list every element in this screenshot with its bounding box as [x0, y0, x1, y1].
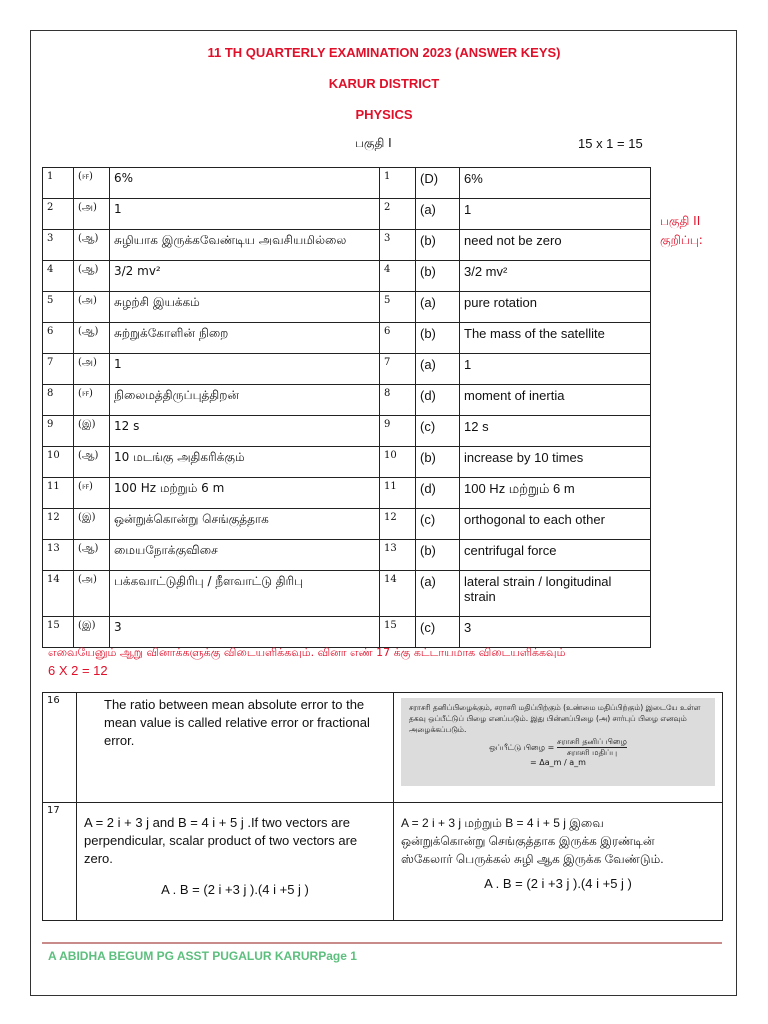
answer-number-en: 4: [380, 261, 416, 292]
exam-title: 11 TH QUARTERLY EXAMINATION 2023 (ANSWER KEYS): [207, 45, 561, 60]
answer-row: [43, 292, 651, 323]
tamil-answer: 100 Hz மற்றும் 6 m: [110, 478, 380, 509]
english-answer: 1: [460, 199, 651, 230]
answer-number-en: 5: [380, 292, 416, 323]
q17-tamil-dot-product: A . B = (2 i +3 j ).(4 i +5 j ): [484, 876, 632, 891]
q17-tamil-cell: [394, 803, 723, 921]
q16-formula-denominator: சராசரி மதிப்பு: [566, 748, 618, 757]
english-answer: 3/2 mv²: [460, 261, 651, 292]
answer-number-en: 9: [380, 416, 416, 447]
english-option: (a): [416, 571, 460, 617]
tamil-answer: மையநோக்குவிசை: [110, 540, 380, 571]
english-option: (c): [416, 617, 460, 648]
tamil-option: (ஆ): [74, 261, 110, 292]
answer-number: 3: [43, 230, 74, 261]
tamil-option: (ஆ): [74, 323, 110, 354]
english-answer: 100 Hz மற்றும் 6 m: [460, 478, 651, 509]
q17-english-dot-product: A . B = (2 i +3 j ).(4 i +5 j ): [161, 882, 309, 897]
q17-tamil-line2: ஒன்றுக்கொன்று செங்குத்தாக இருக்க இரண்டின்: [401, 834, 655, 848]
q17-row: [43, 803, 723, 921]
english-answer: increase by 10 times: [460, 447, 651, 478]
side-note-note: குறிப்பு:: [660, 233, 703, 247]
answer-number-en: 13: [380, 540, 416, 571]
tamil-option: (ஆ): [74, 540, 110, 571]
q17-tamil-line3: ஸ்கேலார் பெருக்கல் சுழி ஆக இருக்க வேண்டும்.: [401, 852, 664, 866]
english-option: (D): [416, 168, 460, 199]
answer-number-en: 14: [380, 571, 416, 617]
answer-row: [43, 385, 651, 416]
tamil-answer: 6%: [110, 168, 380, 199]
answer-row: [43, 571, 651, 617]
answer-row: [43, 168, 651, 199]
answer-number-en: 7: [380, 354, 416, 385]
answer-number: 10: [43, 447, 74, 478]
answer-number: 11: [43, 478, 74, 509]
tamil-option: (அ): [74, 199, 110, 230]
answer-number: 12: [43, 509, 74, 540]
subject-title: PHYSICS: [355, 107, 413, 122]
tamil-answer: 1: [110, 354, 380, 385]
tamil-answer: 10 மடங்கு அதிகரிக்கும்: [110, 447, 380, 478]
english-answer: pure rotation: [460, 292, 651, 323]
q16-formula-label: ஒப்பீட்டு பிழை =: [489, 743, 555, 752]
part2-instruction: எவையேனும் ஆறு வினாக்களுக்கு விடையளிக்கவும். வினா எண் 17 க்கு கட்டாயமாக விடையளிக்கவும்: [48, 646, 566, 659]
answer-number: 8: [43, 385, 74, 416]
tamil-option: (ஈ): [74, 478, 110, 509]
answer-number-en: 12: [380, 509, 416, 540]
q16-english-answer: The ratio between mean absolute error to the mean value is called relative error or fractional error.: [104, 697, 370, 748]
tamil-answer: 12 s: [110, 416, 380, 447]
q16-tamil-cell: [394, 693, 723, 803]
answer-row: [43, 617, 651, 648]
tamil-answer: சுற்றுக்கோளின் நிறை: [110, 323, 380, 354]
english-option: (b): [416, 540, 460, 571]
answer-number: 6: [43, 323, 74, 354]
answer-number: 1: [43, 168, 74, 199]
english-option: (d): [416, 385, 460, 416]
english-answer: 6%: [460, 168, 651, 199]
answer-number-en: 2: [380, 199, 416, 230]
answer-number: 14: [43, 571, 74, 617]
english-answer: centrifugal force: [460, 540, 651, 571]
tamil-option: (இ): [74, 617, 110, 648]
english-option: (b): [416, 323, 460, 354]
english-answer: orthogonal to each other: [460, 509, 651, 540]
q16-tamil-answer: சராசரி தனிப்பிழைக்கும், சராசரி மதிப்பிற்கும் (உண்மை மதிப்பிற்கும்) இடையே உள்ள தகவு ஒப்பீட்டுப் பிழை எனப்படும். இது பின்னப்பிழை (அ) சார்புப் பிழை எனவும் அழைக்கப்படும்.: [409, 703, 701, 734]
english-option: (d): [416, 478, 460, 509]
district-title: KARUR DISTRICT: [328, 76, 440, 91]
english-option: (a): [416, 354, 460, 385]
q16-formula: [409, 737, 707, 768]
q16-english-cell: [77, 693, 394, 803]
tamil-answer: நிலைமத்திருப்புத்திறன்: [110, 385, 380, 416]
english-option: (a): [416, 199, 460, 230]
english-answer: need not be zero: [460, 230, 651, 261]
q16-row: [43, 693, 723, 803]
part1-marks: 15 x 1 = 15: [578, 136, 643, 151]
answer-number: 5: [43, 292, 74, 323]
part2-marks: 6 X 2 = 12: [48, 663, 108, 678]
answer-table: [42, 167, 651, 648]
tamil-answer: சுழற்சி இயக்கம்: [110, 292, 380, 323]
answer-number-en: 11: [380, 478, 416, 509]
answer-row: [43, 416, 651, 447]
tamil-option: (இ): [74, 509, 110, 540]
answer-number-en: 6: [380, 323, 416, 354]
answer-row: [43, 509, 651, 540]
english-option: (c): [416, 416, 460, 447]
english-answer: 3: [460, 617, 651, 648]
answer-number: 4: [43, 261, 74, 292]
english-option: (b): [416, 261, 460, 292]
answer-number: 13: [43, 540, 74, 571]
answer-row: [43, 230, 651, 261]
answer-row: [43, 199, 651, 230]
answer-row: [43, 540, 651, 571]
answer-number: 9: [43, 416, 74, 447]
answer-number: 2: [43, 199, 74, 230]
answer-number-en: 3: [380, 230, 416, 261]
q16-tamil-image: [401, 698, 715, 786]
answer-row: [43, 323, 651, 354]
english-option: (b): [416, 447, 460, 478]
tamil-option: (ஆ): [74, 230, 110, 261]
answer-number-en: 15: [380, 617, 416, 648]
tamil-answer: பக்கவாட்டுதிரிபு / நீளவாட்டு திரிபு: [110, 571, 380, 617]
tamil-option: (அ): [74, 354, 110, 385]
answer-row: [43, 478, 651, 509]
side-note-part2: பகுதி II: [660, 214, 701, 228]
q16-formula-numerator: சராசரி தனிப் பிழை: [556, 737, 627, 746]
tamil-answer: 1: [110, 199, 380, 230]
answer-row: [43, 447, 651, 478]
answer-number: 15: [43, 617, 74, 648]
answer-number: 7: [43, 354, 74, 385]
tamil-option: (அ): [74, 292, 110, 323]
tamil-option: (ஈ): [74, 168, 110, 199]
q17-number: 17: [43, 803, 77, 921]
q16-number: 16: [43, 693, 77, 803]
tamil-answer: 3: [110, 617, 380, 648]
footer-divider: [42, 942, 722, 944]
tamil-option: (ஈ): [74, 385, 110, 416]
question-table: [42, 692, 723, 921]
answer-row: [43, 261, 651, 292]
q17-english-answer: A = 2 i + 3 j and B = 4 i + 5 j .If two vectors are perpendicular, scalar product of two vectors are zero.: [84, 815, 358, 866]
answer-row: [43, 354, 651, 385]
english-answer: The mass of the satellite: [460, 323, 651, 354]
q17-english-cell: [77, 803, 394, 921]
tamil-option: (அ): [74, 571, 110, 617]
tamil-option: (ஆ): [74, 447, 110, 478]
tamil-answer: ஒன்றுக்கொன்று செங்குத்தாக: [110, 509, 380, 540]
answer-number-en: 10: [380, 447, 416, 478]
q17-tamil-line1: A = 2 i + 3 j மற்றும் B = 4 i + 5 j இவை: [401, 816, 604, 830]
tamil-answer: சுழியாக இருக்கவேண்டிய அவசியமில்லை: [110, 230, 380, 261]
q17-tamil-answer: [395, 804, 721, 868]
answer-number-en: 1: [380, 168, 416, 199]
english-option: (b): [416, 230, 460, 261]
english-option: (a): [416, 292, 460, 323]
tamil-answer: 3/2 mv²: [110, 261, 380, 292]
answer-number-en: 8: [380, 385, 416, 416]
english-answer: lateral strain / longitudinal strain: [460, 571, 651, 617]
tamil-option: (இ): [74, 416, 110, 447]
part1-label: பகுதி I: [355, 136, 392, 150]
english-option: (c): [416, 509, 460, 540]
english-answer: 12 s: [460, 416, 651, 447]
english-answer: 1: [460, 354, 651, 385]
q16-formula-fraction: = Δa_m / a_m: [530, 758, 586, 767]
footer-text: A ABIDHA BEGUM PG ASST PUGALUR KARURPage 1: [48, 949, 357, 963]
english-answer: moment of inertia: [460, 385, 651, 416]
